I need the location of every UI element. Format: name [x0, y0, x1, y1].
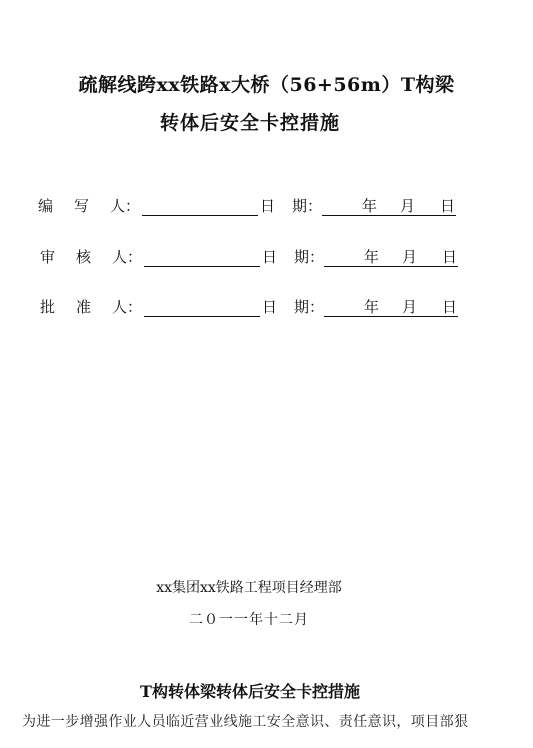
- signature-row-reviewer: [38, 246, 478, 270]
- day-label: 日: [442, 248, 458, 266]
- label-char: 人：: [111, 248, 142, 266]
- issue-date: 二０一一年十二月: [189, 612, 309, 628]
- day-label: 日: [442, 298, 458, 316]
- day-label: 日: [440, 197, 456, 215]
- date-line[interactable]: [324, 316, 458, 317]
- cover-title-line2: 转体后安全卡控措施: [160, 112, 341, 134]
- label-char: 人：: [109, 197, 140, 215]
- label-char: 编: [38, 197, 54, 215]
- label-char: 期：: [293, 298, 324, 316]
- month-label: 月: [402, 298, 418, 316]
- section-title: T构转体梁转体后安全卡控措施: [140, 682, 360, 701]
- date-line[interactable]: [324, 266, 458, 267]
- label-char: 准: [75, 298, 91, 316]
- year-label: 年: [362, 197, 378, 215]
- signature-name-line[interactable]: [142, 215, 258, 216]
- organization-name: xx集团xx铁路工程项目经理部: [156, 580, 342, 596]
- year-label: 年: [364, 248, 380, 266]
- month-label: 月: [400, 197, 416, 215]
- signature-name-line[interactable]: [144, 316, 260, 317]
- date-label: [260, 195, 322, 216]
- date-line[interactable]: [322, 215, 456, 216]
- label-char: 人：: [111, 298, 142, 316]
- signature-name-line[interactable]: [144, 266, 260, 267]
- date-label: [262, 246, 324, 267]
- label-char: 写: [73, 197, 89, 215]
- label-char: 日: [262, 298, 278, 316]
- body-paragraph-line: 为进一步增强作业人员临近营业线施工安全意识、责任意识，项目部狠: [22, 714, 469, 730]
- signature-label: [40, 296, 142, 317]
- label-char: 批: [40, 298, 56, 316]
- label-char: 核: [75, 248, 91, 266]
- label-char: 期：: [293, 248, 324, 266]
- signature-label: [38, 195, 140, 216]
- label-char: 审: [40, 248, 56, 266]
- signature-label: [40, 246, 142, 267]
- cover-title-line1: 疏解线跨xx铁路x大桥（56+56m）T构梁: [78, 74, 455, 96]
- label-char: 日: [262, 248, 278, 266]
- year-label: 年: [364, 298, 380, 316]
- signature-row-author: [38, 195, 478, 219]
- signature-row-approver: [38, 296, 478, 320]
- month-label: 月: [402, 248, 418, 266]
- label-char: 日: [260, 197, 276, 215]
- date-label: [262, 296, 324, 317]
- label-char: 期：: [291, 197, 322, 215]
